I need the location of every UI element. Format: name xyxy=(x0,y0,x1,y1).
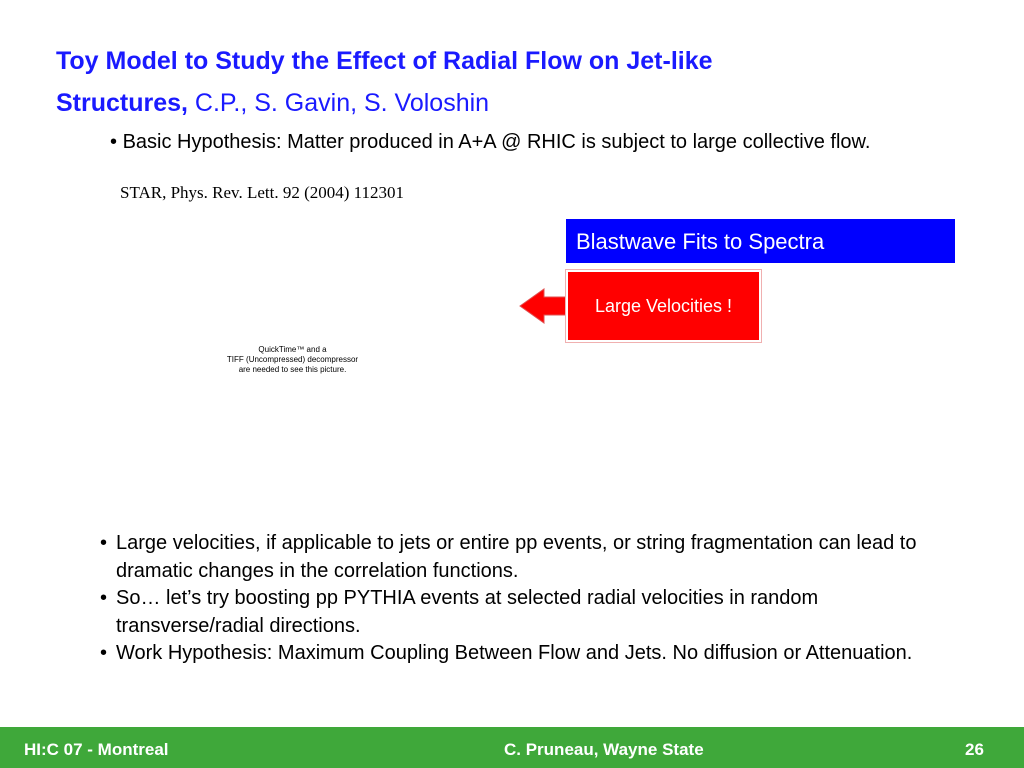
missing-image-placeholder xyxy=(215,345,370,375)
title-authors: C.P., S. Gavin, S. Voloshin xyxy=(187,89,490,117)
list-item xyxy=(100,640,930,668)
footer-author: C. Pruneau, Wayne State xyxy=(504,740,704,759)
large-velocities-box: Large Velocities ! xyxy=(566,270,761,342)
left-arrow-icon xyxy=(518,286,568,326)
slide-title xyxy=(56,40,836,124)
bullet-text: Work Hypothesis: Maximum Coupling Between Flow and Jets. No diffusion or Attenuation. xyxy=(116,642,913,664)
bullet-text: So… let’s try boosting pp PYTHIA events at selected radial velocities in random transverse/radial directions. xyxy=(116,587,819,637)
placeholder-line: QuickTime™ and a xyxy=(258,345,327,354)
list-item xyxy=(100,530,930,585)
placeholder-line: are needed to see this picture. xyxy=(238,365,347,374)
citation: STAR, Phys. Rev. Lett. 92 (2004) 112301 xyxy=(120,183,405,202)
bullet-text: Large velocities, if applicable to jets or entire pp events, or string fragmentation can lead to dramatic changes in the correlation functions. xyxy=(116,532,917,582)
footer-conference: HI:C 07 - Montreal xyxy=(24,740,169,759)
bullet-dot: • xyxy=(100,587,108,609)
bullet-list xyxy=(100,530,930,668)
blastwave-label-box: Blastwave Fits to Spectra xyxy=(566,219,955,263)
hypothesis-bullet xyxy=(110,131,870,154)
hypothesis-text: Basic Hypothesis: Matter produced in A+A @ RHIC is subject to large collective flow. xyxy=(122,131,871,153)
placeholder-line: TIFF (Uncompressed) decompressor xyxy=(226,355,359,364)
slide-footer xyxy=(0,727,1024,768)
bullet-dot: • xyxy=(110,131,123,153)
bullet-dot: • xyxy=(100,642,108,664)
bullet-dot: • xyxy=(100,532,108,554)
title-main: Toy Model to Study the Effect of Radial Flow on Jet-like Structures, xyxy=(56,47,713,117)
page-number: 26 xyxy=(965,740,984,759)
list-item xyxy=(100,585,930,640)
